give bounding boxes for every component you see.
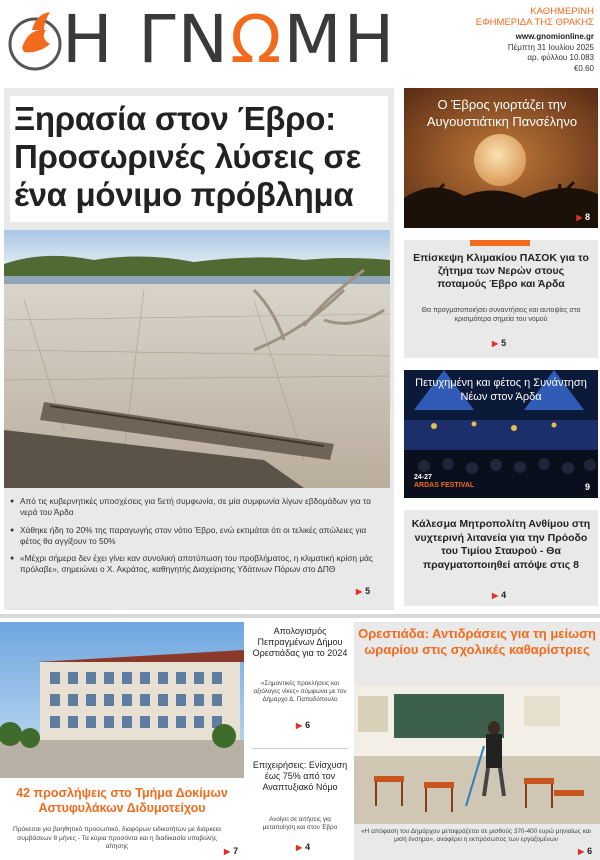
festival-badge: 24-27 ARDAS FESTIVAL (414, 474, 475, 489)
brief-business-page-ref[interactable]: ▶ 4 (296, 842, 311, 852)
issue-info (508, 32, 594, 74)
story-school-cleaners-title[interactable]: Ορεστιάδα: Αντιδράσεις για τη μείωση ωραρίου στις σχολικές καθαρίστριες (358, 626, 596, 657)
story-full-moon-title: Ο Έβρος γιορτάζει την Αυγουστιάτικη Πανσέληνο (426, 97, 578, 129)
story-pasok-title: Επίσκεψη Κλιμακίου ΠΑΣΟΚ για το ζήτημα των Νερών στους ποταμούς Έβρο και Άρδα (413, 252, 589, 290)
story-full-moon[interactable] (404, 88, 598, 228)
lead-headline[interactable]: Ξηρασία στον Έβρο: Προσωρινές λύσεις σε ένα μόνιμο πρόβλημα (14, 100, 362, 213)
story-pasok-visit[interactable] (404, 240, 598, 358)
accent-bar (470, 240, 530, 246)
classroom-cleaner-photo (354, 686, 600, 824)
issue-number: αρ. φύλλου 10.083 (527, 53, 594, 62)
lead-photo-dry-riverbed (4, 230, 390, 488)
story-police-cadets[interactable] (0, 622, 244, 860)
story-school-cleaners-summary: «Η απόφαση του Δημάρχου μεταφράζεται σε μισθούς 370-400 ευρώ μηνιαίως και μισή ένσημα», αναφέρει η εκπρόσωπος των εργαζομένων (361, 828, 591, 844)
lead-bullet: ● Χάθηκε ήδη το 20% της παραγωγής στον νότιο Έβρο, ενώ εκτιμάται ότι οι τελικές απώλειες για φέτος θα αγγίξουν το 50% (10, 525, 386, 548)
lead-bullet: ● «Μέχρι σήμερα δεν έχει γίνει καν συνολική αποτύπωση του προβλήματος, η κλιματική κρίση μάς πρόλαβε», σημειώνει ο Χ. Ακράτος, καθηγητής Διαχείρισης Υδάτινων Πόρων στο ΔΠΘ (10, 553, 386, 576)
arrow-right-icon: ▶ (578, 847, 585, 856)
story-police-cadets-title[interactable]: 42 προσλήψεις στο Τμήμα Δοκίμων Αστυφυλάκων Διδυμοτείχου (16, 786, 228, 815)
story-pasok-page-ref: ▶ 5 (492, 338, 507, 348)
arrow-right-icon: ▶ (356, 587, 363, 596)
brief-municipal-page-ref[interactable]: ▶ 6 (296, 720, 311, 730)
newspaper-title: Η ΓΝΩΜΗ (62, 1, 397, 78)
arrow-right-icon: ▶ (492, 591, 499, 600)
lead-bullets (10, 496, 386, 582)
lead-page-ref[interactable]: ▶ 5 (356, 586, 371, 596)
story-metropolitan[interactable] (404, 510, 598, 606)
story-metropolitan-title: Κάλεσμα Μητροπολίτη Ανθίμου στη νυχτερινή λιτανεία για την Πρόοδο του Τιμίου Σταυρού - Θα πραγματοποιηθεί απόψε στις 8 (411, 518, 591, 571)
arrow-right-icon: ▶ (296, 843, 303, 852)
story-school-cleaners-page-ref[interactable]: ▶ 6 (578, 846, 593, 856)
brief-business-title[interactable]: Επιχειρήσεις: Ενίσχυση έως 75% από τον Αναπτυξιακό Νόμο (252, 760, 348, 792)
story-ardas-festival-title: Πετυχημένη και φέτος η Συνάντηση Νέων στον Άρδα (415, 377, 587, 403)
brief-separator (252, 748, 348, 749)
story-police-cadets-summary: Πρόκειται για βοηθητικό προσωπικό, διαφόρων ειδικοτήτων με διάρκεια συμβάσεων 8 μήνες - Τα κύρια προσόντα και η διαδικασία υποβολής αίτησης (13, 826, 221, 850)
masthead (0, 0, 600, 84)
story-police-cadets-page-ref[interactable]: ▶ 7 (224, 846, 239, 856)
arrow-right-icon: ▶ (576, 213, 583, 222)
website-link[interactable]: www.gnomionline.gr (515, 32, 594, 41)
police-academy-photo (0, 622, 244, 778)
lead-bullet: ● Από τις κυβερνητικές υποσχέσεις για 5ετή συμφωνία, σε μία συμφωνία λίγων εβδομάδων για τα νερά του Άρδα (10, 496, 386, 519)
brief-municipal-report-title[interactable]: Απολογισμός Πεπραγμένων Δήμου Ορεστιάδας για το 2024 (252, 626, 348, 658)
brief-municipal-report-summary: «Σημαντικές προκλήσεις και αξιόλογες νίκες» σύμφωνα με τον Δήμαρχο Δ. Παπαδόπουλο (253, 680, 347, 703)
brief-business-summary: Ανοίγει σε αιτήσεις για μεταποίηση και στον Έβρο (262, 816, 338, 831)
arrow-right-icon: ▶ (296, 721, 303, 730)
issue-date: Πέμπτη 31 Ιουλίου 2025 (507, 42, 594, 52)
story-pasok-summary: Θα πραγματοποιήσει συναντήσεις και αυτοψίες στα κρισιμότερα σημεία του νομού (421, 307, 581, 323)
story-full-moon-page-ref: ▶ 8 (576, 212, 590, 222)
dove-logo-icon (6, 4, 64, 74)
story-ardas-page-ref: 9 (584, 482, 590, 492)
tagline: ΚΑΘΗΜΕΡΙΝΗ ΕΦΗΜΕΡΙΔΑ ΤΗΣ ΘΡΑΚΗΣ (475, 6, 594, 28)
arrow-right-icon: ▶ (492, 339, 499, 348)
arrow-right-icon: ▶ (224, 847, 231, 856)
story-ardas-festival[interactable] (404, 370, 598, 498)
story-metropolitan-page-ref: ▶ 4 (492, 590, 507, 600)
section-divider (0, 614, 600, 618)
issue-price: €0.60 (573, 63, 594, 73)
